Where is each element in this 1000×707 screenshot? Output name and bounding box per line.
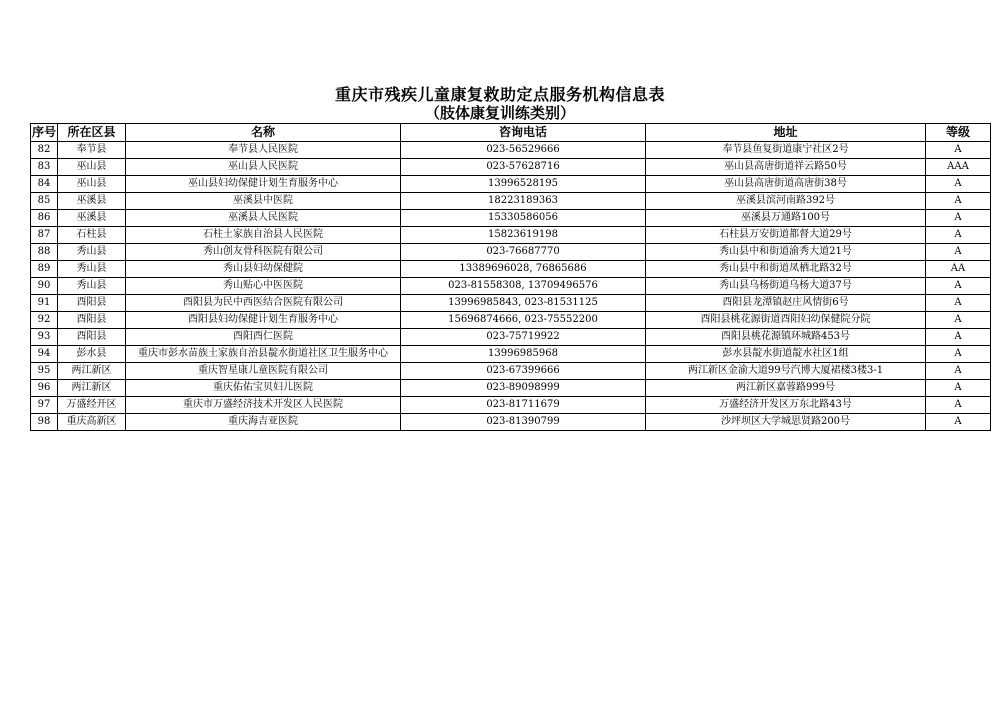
cell-level: AA [926, 261, 991, 278]
cell-district: 秀山县 [58, 244, 126, 261]
cell-district: 巫山县 [58, 176, 126, 193]
cell-index: 92 [31, 312, 58, 329]
cell-level: A [926, 295, 991, 312]
cell-level: A [926, 414, 991, 431]
cell-level: A [926, 363, 991, 380]
cell-address: 彭水县靛水街道靛水社区1组 [646, 346, 926, 363]
cell-index: 93 [31, 329, 58, 346]
cell-level: A [926, 142, 991, 159]
table-row [31, 295, 991, 312]
cell-index: 83 [31, 159, 58, 176]
table-row [31, 397, 991, 414]
cell-address: 秀山县中和街道凤栖北路32号 [646, 261, 926, 278]
cell-district: 巫溪县 [58, 193, 126, 210]
cell-district: 秀山县 [58, 261, 126, 278]
cell-name: 秀山创友骨科医院有限公司 [126, 244, 401, 261]
cell-level: A [926, 312, 991, 329]
table-row [31, 329, 991, 346]
cell-name: 巫溪县人民医院 [126, 210, 401, 227]
cell-name: 巫溪县中医院 [126, 193, 401, 210]
table-row [31, 261, 991, 278]
cell-name: 酉阳县为民中西医结合医院有限公司 [126, 295, 401, 312]
table-row [31, 193, 991, 210]
institution-table [30, 123, 991, 431]
cell-phone: 13996985968 [401, 346, 646, 363]
cell-district: 巫溪县 [58, 210, 126, 227]
cell-district: 万盛经开区 [58, 397, 126, 414]
cell-address: 奉节县鱼复街道康宁社区2号 [646, 142, 926, 159]
cell-index: 84 [31, 176, 58, 193]
cell-name: 重庆智星康儿童医院有限公司 [126, 363, 401, 380]
cell-level: A [926, 397, 991, 414]
cell-address: 两江新区嘉蓉路999号 [646, 380, 926, 397]
cell-phone: 15330586056 [401, 210, 646, 227]
cell-address: 沙坪坝区大学城思贤路200号 [646, 414, 926, 431]
header-index: 序号 [31, 124, 58, 142]
cell-address: 酉阳县桃花源镇环城路453号 [646, 329, 926, 346]
cell-phone: 023-75719922 [401, 329, 646, 346]
cell-district: 石柱县 [58, 227, 126, 244]
cell-phone: 023-76687770 [401, 244, 646, 261]
cell-name: 重庆市万盛经济技术开发区人民医院 [126, 397, 401, 414]
cell-name: 巫山县妇幼保健计划生育服务中心 [126, 176, 401, 193]
cell-level: A [926, 227, 991, 244]
cell-index: 88 [31, 244, 58, 261]
cell-level: AAA [926, 159, 991, 176]
cell-name: 酉阳县妇幼保健计划生育服务中心 [126, 312, 401, 329]
cell-index: 87 [31, 227, 58, 244]
cell-index: 85 [31, 193, 58, 210]
cell-phone: 023-56529666 [401, 142, 646, 159]
table-row [31, 227, 991, 244]
cell-district: 秀山县 [58, 278, 126, 295]
cell-index: 94 [31, 346, 58, 363]
cell-phone: 023-81558308, 13709496576 [401, 278, 646, 295]
cell-index: 95 [31, 363, 58, 380]
table-row [31, 159, 991, 176]
cell-address: 酉阳县桃花源街道酉阳妇幼保健院分院 [646, 312, 926, 329]
table-row [31, 414, 991, 431]
table-header-row [31, 124, 991, 142]
cell-level: A [926, 176, 991, 193]
cell-name: 奉节县人民医院 [126, 142, 401, 159]
cell-name: 酉阳酉仁医院 [126, 329, 401, 346]
header-address: 地址 [646, 124, 926, 142]
cell-district: 奉节县 [58, 142, 126, 159]
cell-level: A [926, 346, 991, 363]
cell-name: 巫山县人民医院 [126, 159, 401, 176]
cell-index: 91 [31, 295, 58, 312]
table-row [31, 278, 991, 295]
cell-district: 两江新区 [58, 380, 126, 397]
cell-index: 86 [31, 210, 58, 227]
cell-address: 秀山县中和街道渝秀大道21号 [646, 244, 926, 261]
cell-phone: 023-81711679 [401, 397, 646, 414]
cell-address: 万盛经济开发区万东北路43号 [646, 397, 926, 414]
cell-level: A [926, 329, 991, 346]
cell-name: 石柱土家族自治县人民医院 [126, 227, 401, 244]
cell-level: A [926, 380, 991, 397]
table-row [31, 176, 991, 193]
cell-district: 酉阳县 [58, 295, 126, 312]
header-district: 所在区县 [58, 124, 126, 142]
cell-name: 秀山县妇幼保健院 [126, 261, 401, 278]
cell-district: 彭水县 [58, 346, 126, 363]
cell-address: 两江新区金渝大道99号汽博大厦裙楼3楼3-1 [646, 363, 926, 380]
cell-address: 巫山县高唐街道祥云路50号 [646, 159, 926, 176]
document-title: 重庆市残疾儿童康复救助定点服务机构信息表 [334, 85, 665, 104]
cell-index: 98 [31, 414, 58, 431]
cell-index: 82 [31, 142, 58, 159]
cell-address: 秀山县乌杨街道乌杨大道37号 [646, 278, 926, 295]
cell-level: A [926, 210, 991, 227]
cell-phone: 023-67399666 [401, 363, 646, 380]
cell-address: 石柱县万安街道都督大道29号 [646, 227, 926, 244]
cell-index: 89 [31, 261, 58, 278]
table-row [31, 312, 991, 329]
table-row [31, 363, 991, 380]
cell-phone: 15823619198 [401, 227, 646, 244]
cell-phone: 023-57628716 [401, 159, 646, 176]
table-row [31, 244, 991, 261]
cell-address: 巫溪县万通路100号 [646, 210, 926, 227]
cell-name: 重庆市彭水苗族土家族自治县靛水街道社区卫生服务中心 [126, 346, 401, 363]
cell-phone: 13389696028, 76865686 [401, 261, 646, 278]
cell-address: 巫山县高唐街道高唐街38号 [646, 176, 926, 193]
cell-phone: 023-81390799 [401, 414, 646, 431]
cell-name: 秀山贴心中医医院 [126, 278, 401, 295]
table-row [31, 346, 991, 363]
cell-district: 重庆高新区 [58, 414, 126, 431]
cell-address: 酉阳县龙潭镇赵庄风情街6号 [646, 295, 926, 312]
cell-phone: 15696874666, 023-75552200 [401, 312, 646, 329]
cell-index: 96 [31, 380, 58, 397]
cell-index: 97 [31, 397, 58, 414]
cell-district: 巫山县 [58, 159, 126, 176]
cell-name: 重庆佑佑宝贝妇儿医院 [126, 380, 401, 397]
cell-district: 酉阳县 [58, 329, 126, 346]
header-level: 等级 [926, 124, 991, 142]
cell-phone: 13996985843, 023-81531125 [401, 295, 646, 312]
cell-phone: 18223189363 [401, 193, 646, 210]
cell-phone: 13996528195 [401, 176, 646, 193]
cell-index: 90 [31, 278, 58, 295]
table-body [31, 142, 991, 431]
cell-district: 两江新区 [58, 363, 126, 380]
header-phone: 咨询电话 [401, 124, 646, 142]
cell-phone: 023-89098999 [401, 380, 646, 397]
cell-level: A [926, 244, 991, 261]
cell-name: 重庆海吉亚医院 [126, 414, 401, 431]
cell-level: A [926, 193, 991, 210]
table-row [31, 210, 991, 227]
cell-address: 巫溪县滨河南路392号 [646, 193, 926, 210]
cell-level: A [926, 278, 991, 295]
cell-district: 酉阳县 [58, 312, 126, 329]
header-name: 名称 [126, 124, 401, 142]
table-row [31, 380, 991, 397]
table-row [31, 142, 991, 159]
document-subtitle: （肢体康复训练类别） [424, 104, 575, 122]
